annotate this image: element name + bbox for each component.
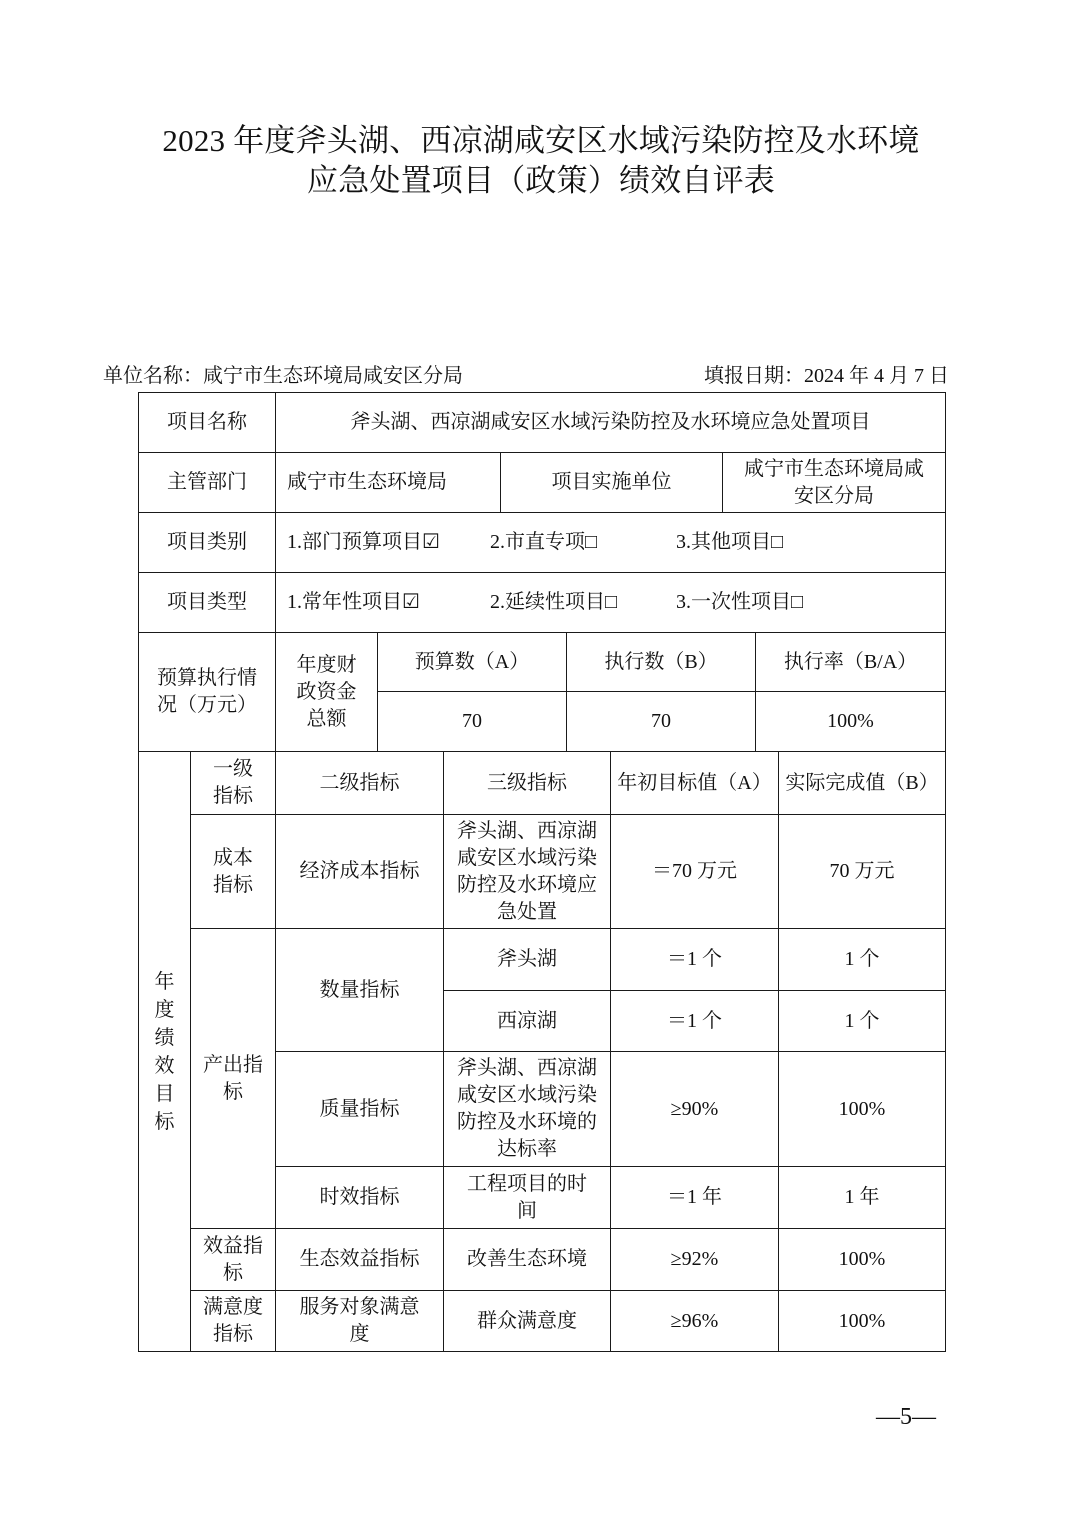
page-number: —5— (876, 1404, 936, 1430)
cost-actual: 70 万元 (779, 815, 946, 929)
report-date: 填报日期：2024 年 4 月 7 日 (704, 365, 949, 387)
budget-label-cell (139, 633, 276, 752)
cost-row (139, 815, 946, 929)
budget-header-row (139, 633, 946, 692)
project-name-row (139, 393, 946, 453)
quality-level3: 斧头湖、西凉湖咸安区水域污染防控及水环境的达标率 (457, 1057, 597, 1160)
benefit-level3: 改善生态环境 (444, 1229, 611, 1291)
timeliness-level2: 时效指标 (276, 1167, 444, 1229)
header-level1-cell (191, 752, 276, 815)
quantity-2-actual: 1 个 (779, 991, 946, 1052)
satisfaction-row (139, 1291, 946, 1352)
type-options (276, 573, 946, 633)
quality-level3-cell (444, 1052, 611, 1167)
type-label: 项目类型 (139, 573, 276, 633)
type-row (139, 573, 946, 633)
benefit-level1: 效益指标 (203, 1234, 263, 1284)
budget-header-b: 执行数（B） (567, 633, 756, 692)
cost-level1-cell (191, 815, 276, 929)
header-target: 年初目标值（A） (611, 752, 779, 815)
timeliness-level3: 工程项目的时间 (467, 1172, 587, 1222)
form-header (103, 363, 949, 389)
performance-table (138, 751, 946, 1352)
satisfaction-level1-cell (191, 1291, 276, 1352)
budget-total-cell (276, 633, 378, 752)
header-level3: 三级指标 (444, 752, 611, 815)
budget-total-label: 年度财政资金总额 (296, 653, 357, 730)
type-option-1: 1.常年性项目☑ (287, 591, 420, 613)
cost-level1: 成本指标 (213, 846, 253, 896)
timeliness-level3-cell (444, 1167, 611, 1229)
quality-level2: 质量指标 (276, 1052, 444, 1167)
dept-label: 主管部门 (139, 453, 276, 513)
impl-label: 项目实施单位 (501, 453, 723, 513)
benefit-actual: 100% (779, 1229, 946, 1291)
category-option-2: 2.市直专项□ (490, 531, 598, 553)
budget-value-a: 70 (378, 692, 567, 752)
quantity-1-level3: 斧头湖 (444, 929, 611, 991)
budget-value-b: 70 (567, 692, 756, 752)
project-info-table (138, 392, 946, 633)
quantity-row-1 (139, 929, 946, 991)
header-level2: 二级指标 (276, 752, 444, 815)
budget-table (138, 632, 946, 752)
benefit-level2: 生态效益指标 (276, 1229, 444, 1291)
cost-level2: 经济成本指标 (276, 815, 444, 929)
impl-value: 咸宁市生态环境局咸安区分局 (744, 457, 925, 507)
category-option-1: 1.部门预算项目☑ (287, 531, 440, 553)
category-option-3: 3.其他项目□ (676, 531, 784, 553)
quantity-level2: 数量指标 (276, 929, 444, 1052)
satisfaction-target: ≥96% (611, 1291, 779, 1352)
quantity-1-actual: 1 个 (779, 929, 946, 991)
cost-level3-cell (444, 815, 611, 929)
budget-header-rate: 执行率（B/A） (756, 633, 946, 692)
category-row (139, 513, 946, 573)
satisfaction-actual: 100% (779, 1291, 946, 1352)
category-label: 项目类别 (139, 513, 276, 573)
timeliness-target: ＝1 年 (611, 1167, 779, 1229)
impl-cell (723, 453, 946, 513)
header-actual: 实际完成值（B） (779, 752, 946, 815)
title-line-1: 2023 年度斧头湖、西凉湖咸安区水域污染防控及水环境 (162, 123, 920, 158)
quality-actual: 100% (779, 1052, 946, 1167)
unit-name: 单位名称：咸宁市生态环境局咸安区分局 (103, 365, 463, 387)
project-name-value: 斧头湖、西凉湖咸安区水域污染防控及水环境应急处置项目 (276, 393, 946, 453)
satisfaction-level3: 群众满意度 (444, 1291, 611, 1352)
benefit-target: ≥92% (611, 1229, 779, 1291)
satisfaction-level2-cell (276, 1291, 444, 1352)
performance-section-cell (139, 752, 191, 1352)
evaluation-table (138, 392, 945, 1352)
performance-section-label: 年度绩效目标 (154, 970, 175, 1133)
department-row (139, 453, 946, 513)
output-level1: 产出指标 (203, 1053, 263, 1103)
quantity-2-target: ＝1 个 (611, 991, 779, 1052)
cost-level3: 斧头湖、西凉湖咸安区水域污染防控及水环境应急处置 (457, 819, 597, 923)
quantity-1-target: ＝1 个 (611, 929, 779, 991)
type-option-2: 2.延续性项目□ (490, 591, 618, 613)
benefit-row (139, 1229, 946, 1291)
quality-target: ≥90% (611, 1052, 779, 1167)
output-level1-cell (191, 929, 276, 1229)
benefit-level1-cell (191, 1229, 276, 1291)
dept-value: 咸宁市生态环境局 (276, 453, 501, 513)
timeliness-actual: 1 年 (779, 1167, 946, 1229)
satisfaction-level1: 满意度指标 (203, 1296, 263, 1345)
quantity-2-level3: 西凉湖 (444, 991, 611, 1052)
document-title (0, 121, 1074, 201)
title-line-2: 应急处置项目（政策）绩效自评表 (307, 163, 775, 198)
header-level1: 一级指标 (213, 758, 253, 807)
budget-label: 预算执行情况（万元） (157, 667, 257, 716)
category-options (276, 513, 946, 573)
satisfaction-level2: 服务对象满意度 (299, 1296, 420, 1345)
project-name-label: 项目名称 (139, 393, 276, 453)
cost-target: ＝70 万元 (611, 815, 779, 929)
budget-header-a: 预算数（A） (378, 633, 567, 692)
budget-value-rate: 100% (756, 692, 946, 752)
performance-header-row (139, 752, 946, 815)
type-option-3: 3.一次性项目□ (676, 591, 804, 613)
